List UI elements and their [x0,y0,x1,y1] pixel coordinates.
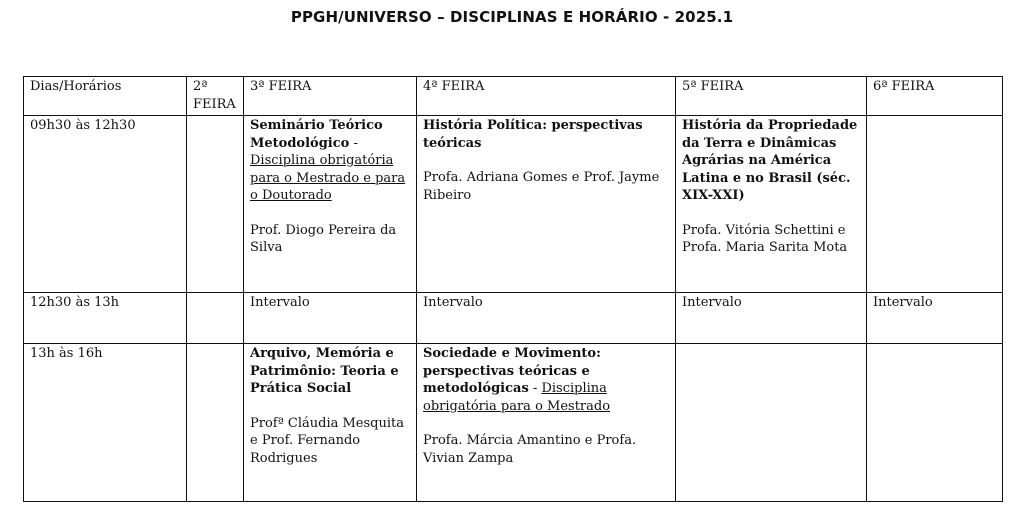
cell-break-monday [187,293,244,344]
course-professor: Profa. Adriana Gomes e Prof. Jayme Ribeiro [423,170,660,203]
cell-afternoon-monday [187,344,244,502]
cell-morning-monday [187,116,244,293]
course-title: História da Propriedade da Terra e Dinâmicas Agrárias na América Latina e no Brasil (séc. XIX-XXI) [682,118,858,203]
cell-afternoon-thursday [676,344,867,502]
header-day-monday: 2ª FEIRA [187,77,244,116]
break-label-thursday: Intervalo [676,293,867,344]
course-title: História Política: perspectivas teóricas [423,118,643,151]
course-professor: Profa. Vitória Schettini e Profa. Maria Sarita Mota [682,222,848,255]
course-historia-propriedade [676,116,867,293]
time-slot-afternoon: 13h às 16h [24,344,187,502]
header-day-wednesday: 4ª FEIRA [417,77,676,116]
cell-afternoon-friday [867,344,1003,502]
course-requirement-note: Disciplina obrigatória para o Mestrado e para o Doutorado [250,153,406,203]
course-title: Seminário Teórico Metodológico [250,118,383,151]
break-label-wednesday: Intervalo [417,293,676,344]
course-professor: Prof. Diogo Pereira da Silva [250,222,397,255]
course-requirement-note: Disciplina obrigatória para o Mestrado [423,381,611,414]
header-day-tuesday: 3ª FEIRA [244,77,417,116]
morning-row [24,116,1003,293]
header-row [24,77,1003,116]
course-sociedade-movimento [417,344,676,502]
time-slot-morning: 09h30 às 12h30 [24,116,187,293]
page-title: PPGH/UNIVERSO – DISCIPLINAS E HORÁRIO - 2025.1 [290,8,734,26]
course-title: Sociedade e Movimento: perspectivas teóricas e metodológicas [423,346,601,396]
schedule-table [23,76,1003,502]
header-day-thursday: 5ª FEIRA [676,77,867,116]
course-arquivo-memoria [244,344,417,502]
course-separator: - [349,135,358,151]
course-separator: - [528,381,542,396]
afternoon-row [24,344,1003,502]
break-label-friday: Intervalo [867,293,1003,344]
course-title: Arquivo, Memória e Patrimônio: Teoria e Prática Social [250,346,399,396]
header-day-friday: 6ª FEIRA [867,77,1003,116]
break-label-tuesday: Intervalo [244,293,417,344]
cell-morning-friday [867,116,1003,293]
course-professor: Profa. Márcia Amantino e Profa. Vivian Zampa [423,433,637,466]
course-seminario [244,116,417,293]
course-historia-politica [417,116,676,293]
course-professor: Profª Cláudia Mesquita e Prof. Fernando Rodrigues [250,415,405,466]
header-slot: Dias/Horários [24,77,187,116]
time-slot-break: 12h30 às 13h [24,293,187,344]
break-row [24,293,1003,344]
